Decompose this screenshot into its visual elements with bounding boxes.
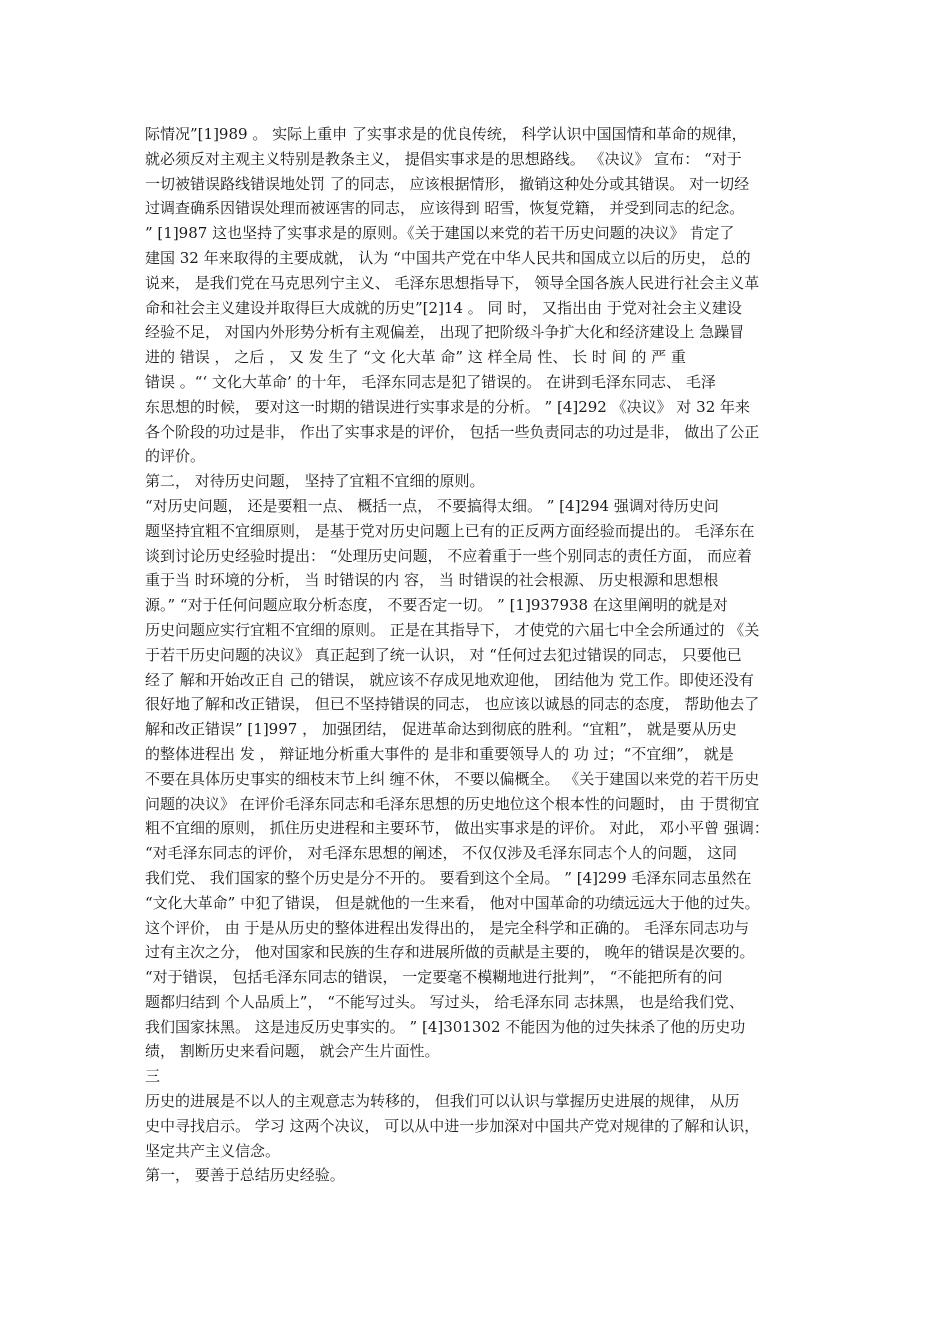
text-line: “对毛泽东同志的评价， 对毛泽东思想的阐述， 不仅仅涉及毛泽东同志个人的问题， 这同 [145,844,737,863]
text-line: 错误 。“‘ 文化大革命’ 的十年， 毛泽东同志是犯了错误的。 在讲到毛泽东同志、 毛泽 [145,372,716,391]
text-line: 谈到讨论历史经验时提出： “处理历史问题， 不应着重于一些个别同志的责任方面， 而应着 [145,546,752,565]
text-line: 于若干历史问题的决议》 真正起到了统一认识， 对 “任何过去犯过错误的同志， 只要他已 [145,645,742,664]
text-line: 经了 解和开始改正自 己的错误， 就应该不存成见地欢迎他， 团结他为 党工作。即使还没有 [145,670,754,689]
text-line: “对历史问题， 还是要粗一点、 概括一点， 不要搞得太细。 ” [4]294 强调对待历史问 [145,496,719,515]
text-line: 解和改正错误” [1]997 ， 加强团结， 促进革命达到彻底的胜利。“宜粗”， 就是要从历史 [145,720,737,739]
text-line: 粗不宜细的原则， 抓住历史进程和主要环节， 做出实事求是的评价。 对此， 邓小平曾 强调： [145,819,769,838]
body-text [145,122,810,1188]
text-line: ” [1]987 这也坚持了实事求是的原则。《关于建国以来党的若干历史问题的决议》 肯定了 [145,224,735,243]
text-line: 命和社会主义建设并取得巨大成就的历史”[2]14 。 同 时， 又指出由 于党对社会主义建设 [145,298,742,317]
text-line: 问题的决议》 在评价毛泽东同志和毛泽东思想的历史地位这个根本性的问题时， 由 于贯彻宜 [145,794,760,813]
text-line: 经验不足， 对国内外形势分析有主观偏差， 出现了把阶级斗争扩大化和经济建设上 急躁冒 [145,323,745,342]
text-line: 题都归结到 个人品质上”， “不能写过头。 写过头， 给毛泽东同 志抹黑， 也是给我们党、 [145,992,744,1011]
text-line: 重于当 时环境的分析， 当 时错误的内 容， 当 时错误的社会根源、 历史根源和思想根 [145,571,719,590]
text-line: 源。” “对于任何问题应取分析态度， 不要否定一切。 ” [1]937938 在这里阐明的就是对 [145,596,728,615]
text-line: 绩， 割断历史来看问题， 就会产生片面性。 [145,1042,440,1061]
text-line: 三 [145,1067,161,1086]
text-line: 坚定共产主义信念。 [145,1141,281,1160]
text-line: 第二， 对待历史问题， 坚持了宜粗不宜细的原则。 [145,472,485,491]
text-line: 我们国家抹黑。 这是违反历史事实的。 ” [4]301302 不能因为他的过失抹杀了他的历史功 [145,1017,746,1036]
text-line: 过调查确系因错误处理而被诬害的同志， 应该得到 昭雪，恢复党籍， 并受到同志的纪念。 [145,199,745,218]
text-line: “对于错误， 包括毛泽东同志的错误， 一定要毫不模糊地进行批判”， “不能把所有的问 [145,968,723,987]
text-line: 史中寻找启示。 学习 这两个决议， 可以从中进一步加深对中国共产党对规律的了解和认识， [145,1116,760,1135]
text-line: 东思想的时候， 要对这一时期的错误进行实事求是的分析。 ” [4]292 《决议》 对 32 年来 [145,397,751,416]
text-line: 建国 32 年来取得的主要成就， 认为 “中国共产党在中华人民共和国成立以后的历史， 总的 [145,248,751,267]
text-line: 一切被错误路线错误地处罚 了的同志， 应该根据情形， 撤销这种处分或其错误。 对一切经 [145,174,750,193]
text-line: 不要在具体历史事实的细枝末节上纠 缠不休， 不要以偏概全。 《关于建国以来党的若干历史 [145,769,760,788]
text-line: 过有主次之分， 他对国家和民族的生存和进展所做的贡献是主要的， 晚年的错误是次要的。 [145,943,755,962]
text-line: 历史问题应实行宜粗不宜细的原则。 正是在其指导下， 才使党的六届七中全会所通过的 《关 [145,620,760,639]
text-line: 的评价。 [145,447,206,466]
text-line: 进的 错误 ， 之后 ， 又 发 生了 “文 化大革 命” 这 样全局 性、 长 时 间 的 严 重 [145,348,686,367]
text-line: 历史的进展是不以人的主观意志为转移的， 但我们可以认识与掌握历史进展的规律， 从历 [145,1092,740,1111]
text-line: 的整体进程出 发 ， 辩证地分析重大事件的 是非和重要领导人的 功 过；“不宜细”， 就是 [145,744,734,763]
text-line: 就必须反对主观主义特别是教条主义， 提倡实事求是的思想路线。 《决议》 宣布： “对于 [145,149,742,168]
text-line: 第一， 要善于总结历史经验。 [145,1166,345,1185]
text-line: 我们党、 我们国家的整个历史是分不开的。 要看到这个全局。 ” [4]299 毛泽东同志虽然在 [145,868,752,887]
text-line: 际情况”[1]989 。 实际上重申 了实事求是的优良传统， 科学认识中国国情和革命的规律， [145,125,747,143]
text-line: “文化大革命” 中犯了错误， 但是就他的一生来看， 他对中国革命的功绩远远大于他的过失。 [145,893,760,912]
text-line: 这个评价， 由 于是从历史的整体进程出发得出的， 是完全科学和正确的。 毛泽东同志功与 [145,918,750,937]
text-line: 说来， 是我们党在马克思列宁主义、 毛泽东思想指导下， 领导全国各族人民进行社会主义革 [145,273,760,292]
text-line: 题坚持宜粗不宜细原则， 是基于党对历史问题上已有的正反两方面经验而提出的。 毛泽东在 [145,521,755,540]
text-line: 各个阶段的功过是非， 作出了实事求是的评价， 包括一些负责同志的功过是非， 做出了公正 [145,422,760,441]
text-line: 很好地了解和改正错误， 但已不坚持错误的同志， 也应该以诚恳的同志的态度， 帮助他去了 [145,695,760,714]
